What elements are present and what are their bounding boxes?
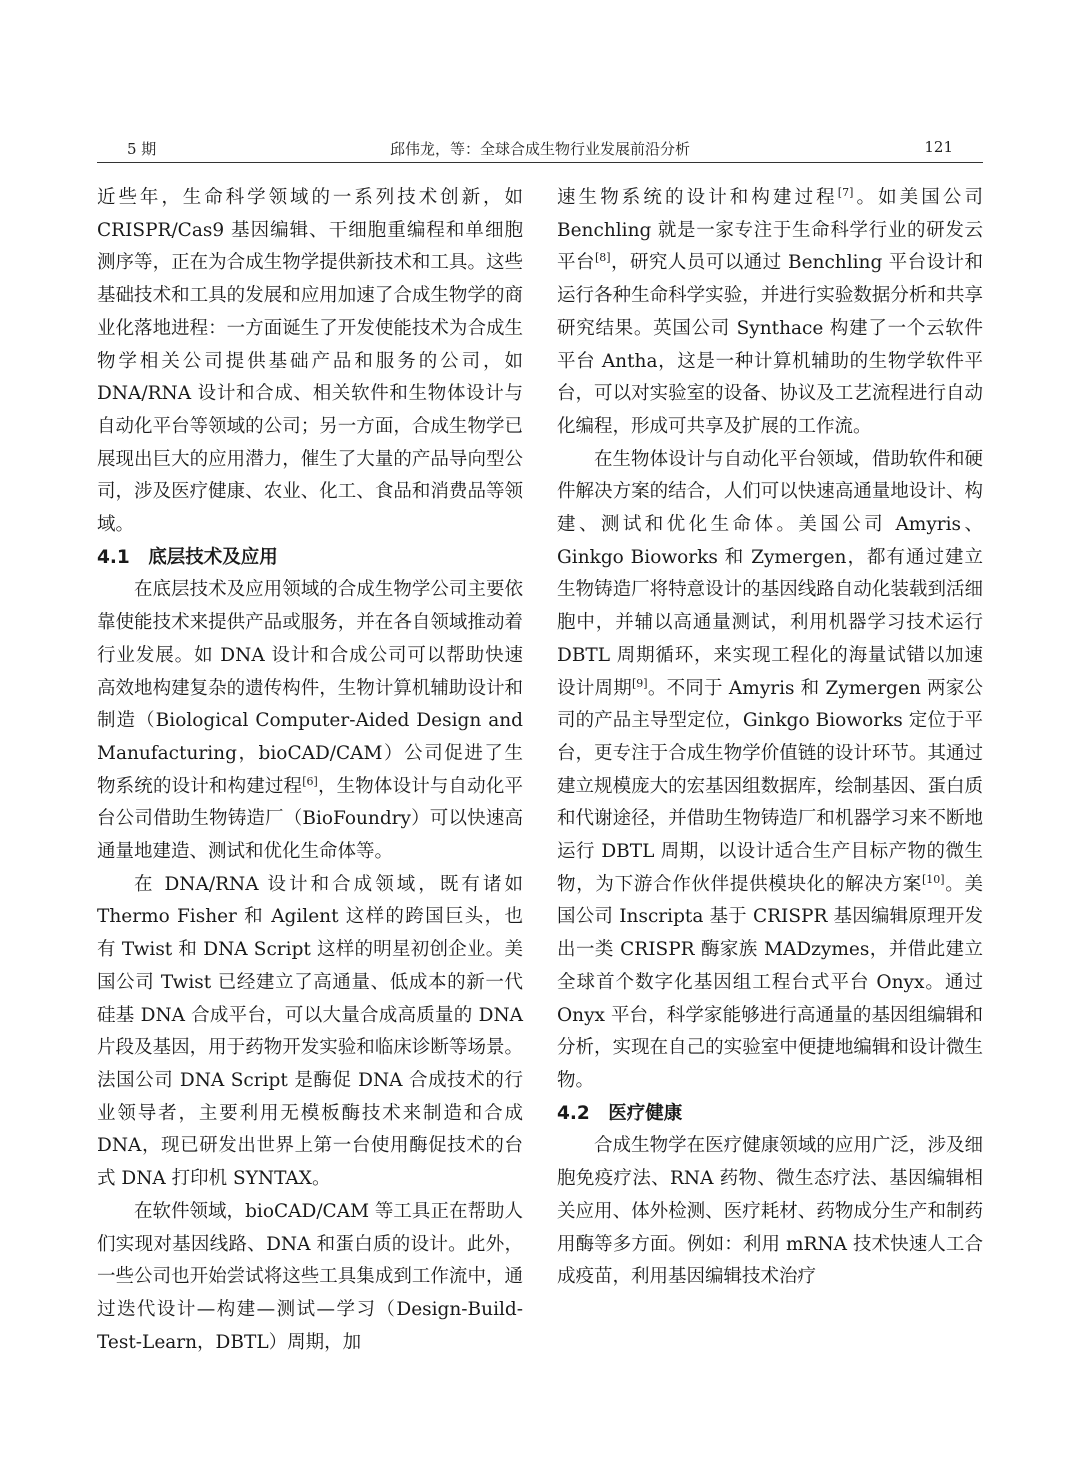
paragraph-text: 在底层技术及应用领域的合成生物学公司主要依靠使能技术来提供产品或服务，并在各自领域推动着行业发展。如 DNA 设计和合成公司可以帮助快速高效地构建复杂的遗传构件，生物计算机辅助设计和制造（Biological Computer-Aided Design and Manufacturing，bioCAD/CAM）公司促进了生物系统的设计和构建过程 bbox=[97, 579, 523, 797]
section-heading-4-1 bbox=[97, 542, 523, 575]
running-header bbox=[97, 130, 983, 163]
paragraph bbox=[557, 1130, 983, 1294]
paragraph-text: ，研究人员可以通过 Benchling 平台设计和运行各种生命科学实验，并进行实验数据分析和共享研究结果。英国公司 Synthace 构建了一个云软件平台 Antha，这是一种计算机辅助的生物学软件平台，可以对实验室的设备、协议及工艺流程进行自动化编程，形成可共享及扩展的工作流。 bbox=[557, 252, 983, 437]
paragraph-text: 。如美国公司 Benchling 就是一家专注于生命科学行业的研发云平台 bbox=[557, 187, 983, 274]
page-number: 121 bbox=[924, 138, 953, 156]
paragraph bbox=[557, 444, 983, 1098]
paragraph-text: 近些年，生命科学领域的一系列技术创新，如 CRISPR/Cas9 基因编辑、干细胞重编程和单细胞测序等，正在为合成生物学提供新技术和工具。这些基础技术和工具的发展和应用加速了合成生物学的商业化落地进程：一方面诞生了开发使能技术为合成生物学相关公司提供基础产品和服务的公司，如 DNA/RNA 设计和合成、相关软件和生物体设计与自动化平台等领域的公司；另一方面，合成生物学已展现出巨大的应用潜力，催生了大量的产品导向型公司，涉及医疗健康、农业、化工、食品和消费品等领域。 bbox=[97, 187, 523, 536]
paragraph bbox=[557, 182, 983, 444]
paragraph-text: 合成生物学在医疗健康领域的应用广泛，涉及细胞免疫疗法、RNA 药物、微生态疗法、基因编辑相关应用、体外检测、医疗耗材、药物成分生产和制药用酶等多方面。例如：利用 mRNA 技术快速人工合成疫苗，利用基因编辑技术治疗 bbox=[557, 1135, 983, 1288]
section-title: 底层技术及应用 bbox=[148, 546, 278, 568]
running-title: 邱伟龙，等：全球合成生物行业发展前沿分析 bbox=[389, 140, 690, 158]
citation: [10] bbox=[921, 872, 945, 886]
paragraph bbox=[97, 574, 523, 868]
citation: [6] bbox=[302, 774, 318, 788]
citation: [9] bbox=[631, 676, 648, 690]
paragraph-text: 。美国公司 Inscripta 基于 CRISPR 基因编辑原理开发出一类 CRISPR 酶家族 MADzymes，并借此建立全球首个数字化基因组工程台式平台 Onyx。通过 Onyx 平台，科学家能够进行高通量的基因组编辑和分析，实现在自己的实验室中便捷地编辑和设计微生物。 bbox=[557, 873, 983, 1091]
paragraph bbox=[97, 1196, 523, 1360]
citation: [7] bbox=[837, 185, 854, 199]
paragraph-text: 在生物体设计与自动化平台领域，借助软件和硬件解决方案的结合，人们可以快速高通量地设计、构建、测试和优化生命体。美国公司 Amyris、Ginkgo Bioworks 和 Zymergen，都有通过建立生物铸造厂将特意设计的基因线路自动化装载到活细胞中，并辅以高通量测试，利用机器学习技术运行 DBTL 周期循环，来实现工程化的海量试错以加速设计周期 bbox=[557, 448, 983, 699]
paragraph-text: 速生物系统的设计和构建过程 bbox=[557, 187, 838, 208]
paragraph-text: 。不同于 Amyris 和 Zymergen 两家公司的产品主导型定位，Ginkgo Bioworks 定位于平台，更专注于合成生物学价值链的设计环节。其通过建立规模庞大的宏基因组数据库，绘制基因、蛋白质和代谢途径，并借助生物铸造厂和机器学习来不断地运行 DBTL 周期，以设计适合生产目标产物的微生物，为下游合作伙伴提供模块化的解决方案 bbox=[557, 677, 983, 895]
paragraph bbox=[97, 869, 523, 1196]
paragraph bbox=[97, 182, 523, 542]
section-number: 4.2 bbox=[557, 1102, 590, 1124]
paragraph-text: 在软件领域，bioCAD/CAM 等工具正在帮助人们实现对基因线路、DNA 和蛋白质的设计。此外，一些公司也开始尝试将这些工具集成到工作流中，通过迭代设计—构建—测试—学习（Design-Build-Test-Learn，DBTL）周期，加 bbox=[97, 1200, 523, 1353]
issue-label: 5 期 bbox=[127, 140, 157, 158]
left-column bbox=[97, 182, 523, 1359]
section-number: 4.1 bbox=[97, 546, 130, 568]
paragraph-text: 在 DNA/RNA 设计和合成领域，既有诸如 Thermo Fisher 和 Agilent 这样的跨国巨头，也有 Twist 和 DNA Script 这样的明星初创企业。美国公司 Twist 已经建立了高通量、低成本的新一代硅基 DNA 合成平台，可以大量合成高质量的 DNA 片段及基因，用于药物开发实验和临床诊断等场景。法国公司 DNA Script 是酶促 DNA 合成技术的行业领导者，主要利用无模板酶技术来制造和合成 DNA，现已研发出世界上第一台使用酶促技术的台式 DNA 打印机 SYNTAX。 bbox=[97, 873, 523, 1190]
citation: [8] bbox=[594, 251, 611, 265]
section-heading-4-2 bbox=[557, 1098, 983, 1131]
right-column bbox=[557, 182, 983, 1294]
section-title: 医疗健康 bbox=[608, 1102, 683, 1124]
paragraph-text: ，生物体设计与自动化平台公司借助生物铸造厂（BioFoundry）可以快速高通量地建造、测试和优化生命体等。 bbox=[97, 775, 523, 863]
